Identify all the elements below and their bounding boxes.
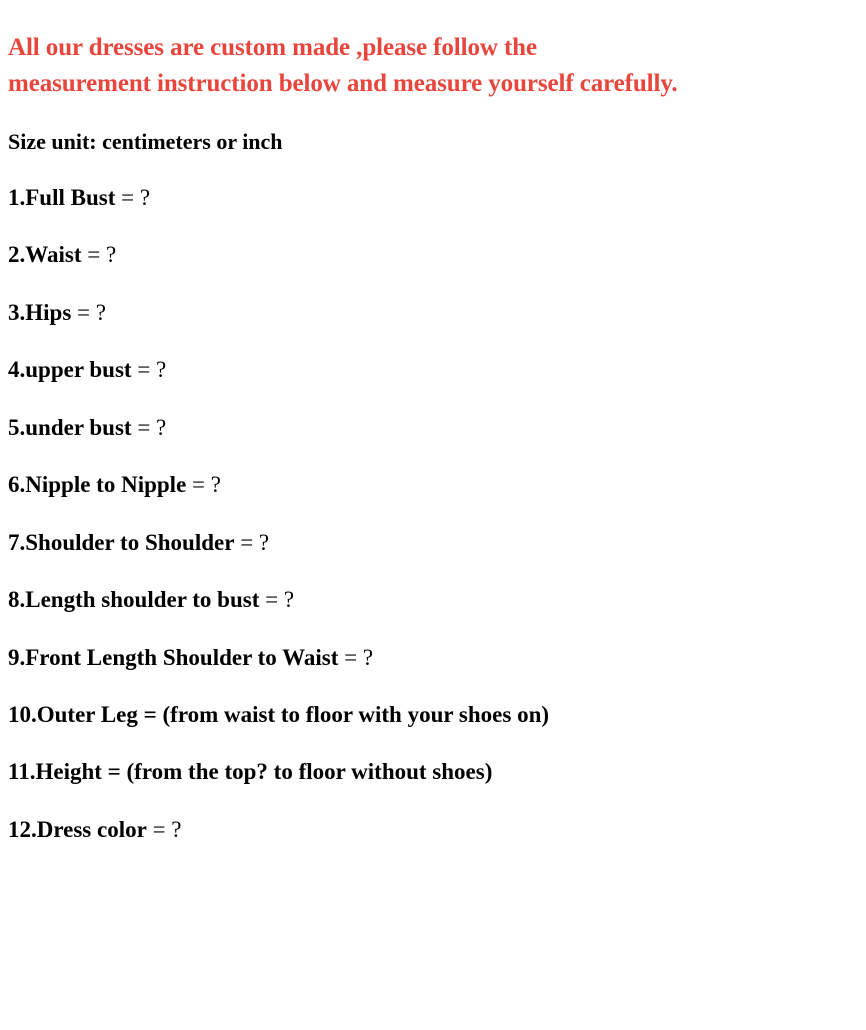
page-heading-line-2: measurement instruction below and measure yourself carefully. [8,69,678,97]
measurement-value: = ? [265,587,295,613]
measurement-label: 5.under bust [8,414,132,440]
measurement-value: = ? [137,357,167,383]
list-item [8,300,852,326]
measurement-value: = (from the top? to floor without shoes) [107,759,493,785]
measurement-label: 3.Hips [8,299,72,325]
measurement-label: 8.Length shoulder to bust [8,587,260,613]
measurement-label: 10.Outer Leg [8,701,138,727]
list-item [8,185,852,211]
list-item [8,759,852,785]
page-heading-line-1: All our dresses are custom made ,please follow the [8,34,537,61]
list-item [8,415,852,441]
measurement-label: 4.upper bust [8,357,132,383]
measurement-value: = ? [121,185,151,210]
size-unit-note: Size unit: centimeters or inch [8,129,283,154]
measurement-label: 6.Nipple to Nipple [8,472,187,498]
list-item [8,530,852,556]
measurement-value: = ? [344,644,374,670]
list-item [8,242,852,268]
measurement-label: 12.Dress color [8,816,147,842]
measurement-label: 1.Full Bust [8,185,116,210]
measurement-value: = ? [152,816,182,842]
list-item [8,817,852,843]
measurement-list [8,185,852,843]
measurement-value: = ? [137,414,167,440]
measurement-value: = (from waist to floor with your shoes on) [143,701,550,727]
measurement-value: = ? [77,299,106,325]
page-heading [8,30,852,101]
measurement-value: = ? [192,472,221,498]
measurement-label: 7.Shoulder to Shoulder [8,529,235,555]
list-item [8,587,852,613]
measurement-value: = ? [240,529,270,555]
measurement-label: 9.Front Length Shoulder to Waist [8,644,339,670]
list-item [8,472,852,498]
list-item [8,702,852,728]
measurement-value: = ? [87,242,117,268]
list-item [8,357,852,383]
measurement-label: 2.Waist [8,242,82,268]
list-item [8,645,852,671]
measurement-label: 11.Height [8,759,102,785]
